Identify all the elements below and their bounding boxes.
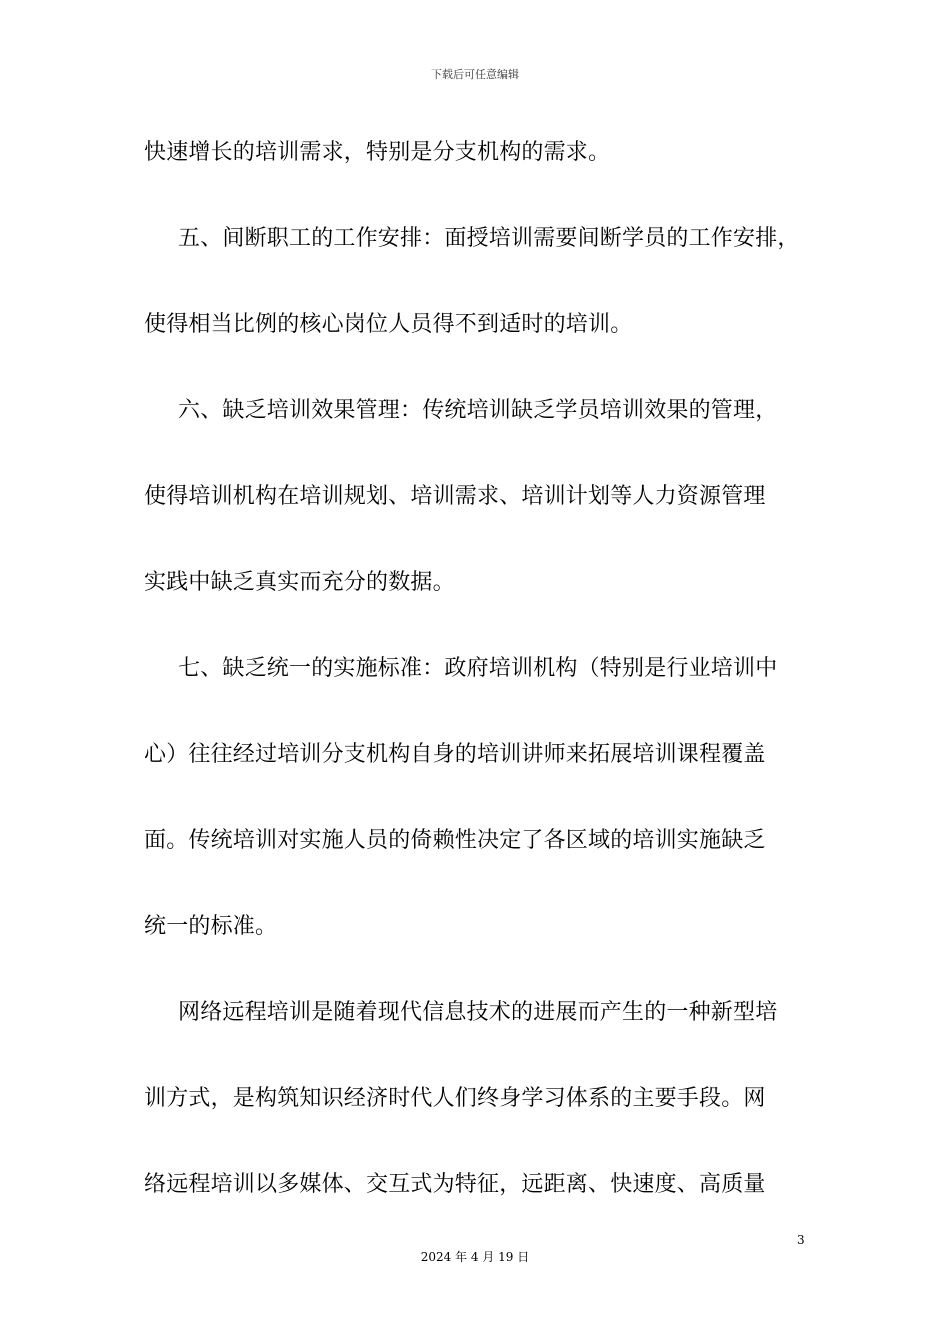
text-line: 快速增长的培训需求，特别是分支机构的需求。	[144, 140, 611, 165]
text-line: 七、缺乏统一的实施标准：政府培训机构（特别是行业培训中	[178, 656, 778, 681]
text-line: 五、间断职工的工作安排：面授培训需要间断学员的工作安排，	[178, 226, 800, 251]
text-line: 使得相当比例的核心岗位人员得不到适时的培训。	[144, 312, 633, 337]
text-line: 训方式，是构筑知识经济时代人们终身学习体系的主要手段。网	[144, 1086, 766, 1111]
text-line: 六、缺乏培训效果管理：传统培训缺乏学员培训效果的管理，	[178, 398, 778, 423]
text-line: 使得培训机构在培训规划、培训需求、培训计划等人力资源管理	[144, 484, 766, 509]
text-line: 实践中缺乏真实而充分的数据。	[144, 570, 455, 595]
page-header: 下载后可任意编辑	[431, 68, 519, 81]
text-line: 面。传统培训对实施人员的倚赖性决定了各区域的培训实施缺乏	[144, 828, 766, 853]
document-body	[144, 125, 812, 1243]
text-line: 网络远程培训是随着现代信息技术的进展而产生的一种新型培	[178, 1000, 778, 1025]
footer-date: 2024 年 4 月 19 日	[420, 1250, 530, 1264]
text-line: 统一的标准。	[144, 914, 278, 939]
text-line: 心）往往经过培训分支机构自身的培训讲师来拓展培训课程覆盖	[144, 742, 766, 767]
text-line: 络远程培训以多媒体、交互式为特征，远距离、快速度、高质量	[144, 1172, 766, 1197]
page-number: 3	[797, 1233, 805, 1247]
